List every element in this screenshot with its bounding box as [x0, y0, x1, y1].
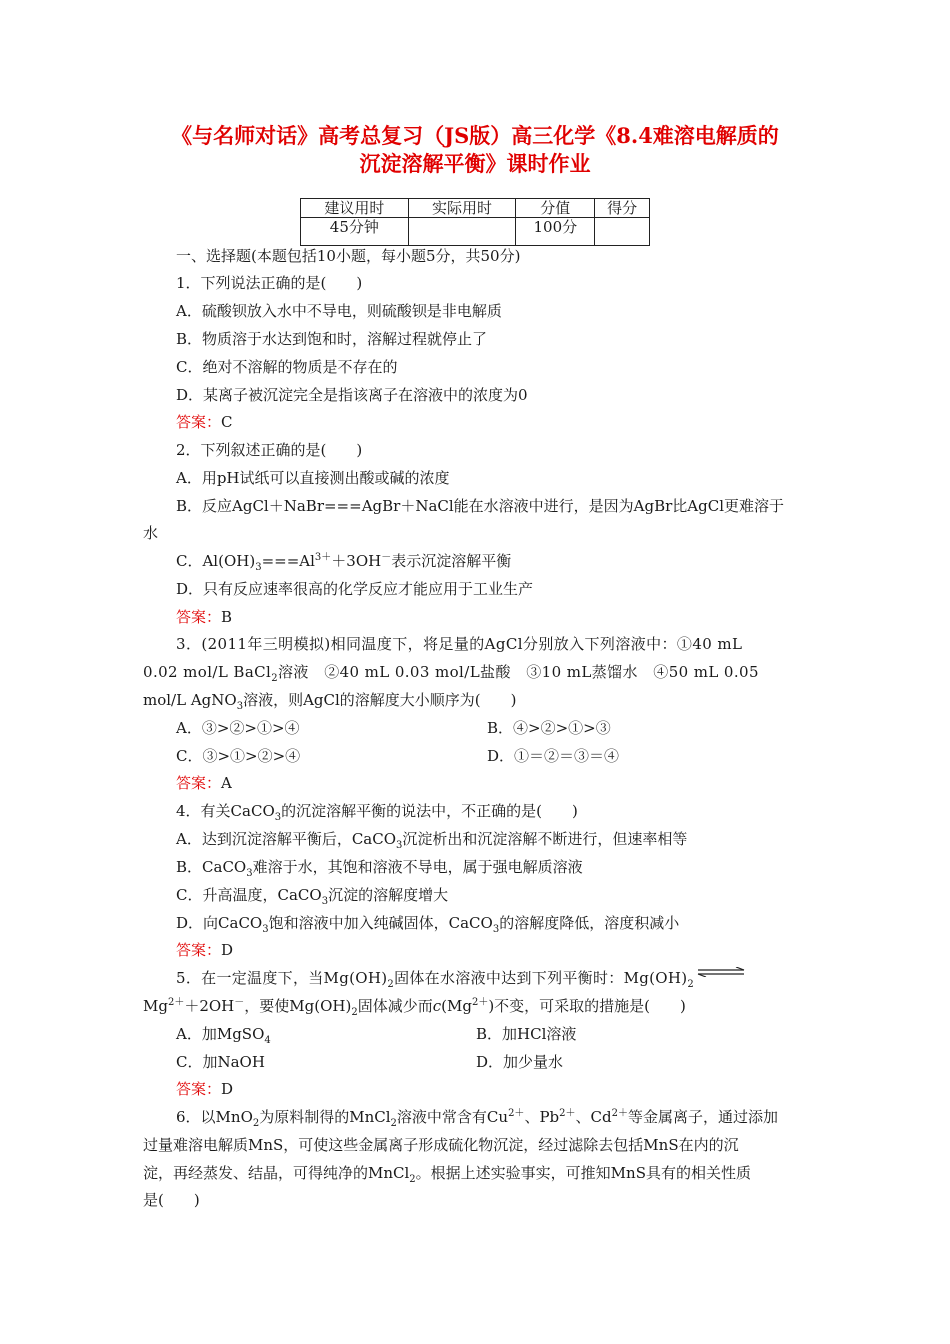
value-score: [595, 218, 650, 246]
q2-stem: 2．下列叙述正确的是( ): [176, 441, 363, 459]
q5-option-a: A．加MgSO$_4$: [176, 1025, 271, 1046]
q5-option-c: C．加NaOH: [176, 1053, 265, 1071]
q3-stem-line-1: 3．(2011年三明模拟)相同温度下，将足量的AgCl分别放入下列溶液中：①40 mL: [176, 635, 743, 653]
header-actual-time: 实际用时: [408, 199, 516, 218]
q3-stem-line-3: mol/L AgNO$_3$溶液，则AgCl的溶解度大小顺序为( ): [143, 691, 517, 712]
q5-option-b: B．加HCl溶液: [476, 1025, 577, 1043]
value-suggested-time: 45分钟: [301, 218, 409, 246]
header-suggested-time: 建议用时: [301, 199, 409, 218]
q4-answer: 答案：D: [176, 941, 234, 959]
value-actual-time: [408, 218, 516, 246]
q2-option-b-line-1: B．反应AgCl＋NaBr===AgBr＋NaCl能在水溶液中进行，是因为AgBr比AgCl更难溶于: [176, 497, 785, 515]
q2-option-b-line-2: 水: [143, 524, 159, 542]
q2-option-c: C．$Al(OH)_3===Al^{3+}+3OH^-$表示沉淀溶解平衡: [176, 552, 512, 573]
q1-option-b: B．物质溶于水达到饱和时，溶解过程就停止了: [176, 330, 488, 348]
q3-option-a: A．③>②>①>④: [176, 719, 300, 737]
q4-option-d: D．向CaCO$_3$饱和溶液中加入纯碱固体，CaCO$_3$的溶解度降低，溶度积减小: [176, 914, 680, 935]
score-table: [300, 198, 650, 246]
q2-option-d: D．只有反应速率很高的化学反应才能应用于工业生产: [176, 580, 534, 598]
q1-stem: 1．下列说法正确的是( ): [176, 274, 363, 292]
q5-answer: 答案：D: [176, 1080, 234, 1098]
header-points: 分值: [516, 199, 595, 218]
document-title-line-2: 沉淀溶解平衡》课时作业: [359, 151, 591, 176]
q3-answer: 答案：A: [176, 774, 232, 792]
q5-stem-line-1: 5．在一定温度下，当$Mg(OH)_2$固体在水溶液中达到下列平衡时：$Mg(OH)_2$: [176, 968, 746, 988]
q6-stem-line-2: 过量难溶电解质MnS，可使这些金属离子形成硫化物沉淀，经过滤除去包括MnS在内的沉: [143, 1136, 739, 1154]
header-score: 得分: [595, 199, 650, 218]
q6-stem-line-1: 6．以MnO$_2$为原料制得的MnCl$_2$溶液中常含有$Cu^{2+}$、$Pb^{2+}$、$Cd^{2+}$等金属离子，通过添加: [176, 1108, 778, 1129]
q4-option-a: A．达到沉淀溶解平衡后，CaCO$_3$沉淀析出和沉淀溶解不断进行，但速率相等: [176, 830, 688, 851]
q4-option-b: B．CaCO$_3$难溶于水，其饱和溶液不导电，属于强电解质溶液: [176, 858, 583, 879]
q3-option-b: B．④>②>①>③: [487, 719, 611, 737]
q1-option-c: C．绝对不溶解的物质是不存在的: [176, 358, 398, 376]
q3-option-c: C．③>①>②>④: [176, 747, 301, 765]
q5-stem-line-2: $Mg^{2+}+2OH^-$，要使$Mg(OH)_2$固体减少而$c(Mg^{2+})$不变，可采取的措施是( ): [143, 997, 686, 1018]
equilibrium-arrow-icon: [696, 967, 746, 977]
q6-stem-line-3: 淀，再经蒸发、结晶，可得纯净的MnCl$_2$。根据上述实验事实，可推知MnS具有的相关性质: [143, 1164, 751, 1185]
q4-stem: 4．有关CaCO$_3$的沉淀溶解平衡的说法中，不正确的是( ): [176, 802, 578, 823]
score-table-header-row: [301, 199, 650, 218]
score-table-value-row: [301, 218, 650, 246]
q1-option-d: D．某离子被沉淀完全是指该离子在溶液中的浓度为0: [176, 386, 528, 404]
q5-option-d: D．加少量水: [476, 1053, 564, 1071]
q2-answer: 答案：B: [176, 608, 233, 626]
q2-option-a: A．用pH试纸可以直接测出酸或碱的浓度: [176, 469, 450, 487]
value-points: 100分: [516, 218, 595, 246]
q1-answer: 答案：C: [176, 413, 233, 431]
document-title-line-1: 《与名师对话》高考总复习（JS版）高三化学《8.4难溶电解质的: [171, 123, 779, 148]
q6-stem-line-4: 是( ): [143, 1191, 200, 1209]
q4-option-c: C．升高温度，CaCO$_3$沉淀的溶解度增大: [176, 886, 449, 907]
q3-option-d: D．①＝②＝③＝④: [487, 747, 620, 765]
section-heading: 一、选择题(本题包括10小题，每小题5分，共50分): [176, 247, 521, 265]
q1-option-a: A．硫酸钡放入水中不导电，则硫酸钡是非电解质: [176, 302, 502, 320]
q3-stem-line-2: 0.02 mol/L BaCl$_2$溶液 ②40 mL 0.03 mol/L盐酸 ③10 mL蒸馏水 ④50 mL 0.05: [143, 663, 759, 684]
